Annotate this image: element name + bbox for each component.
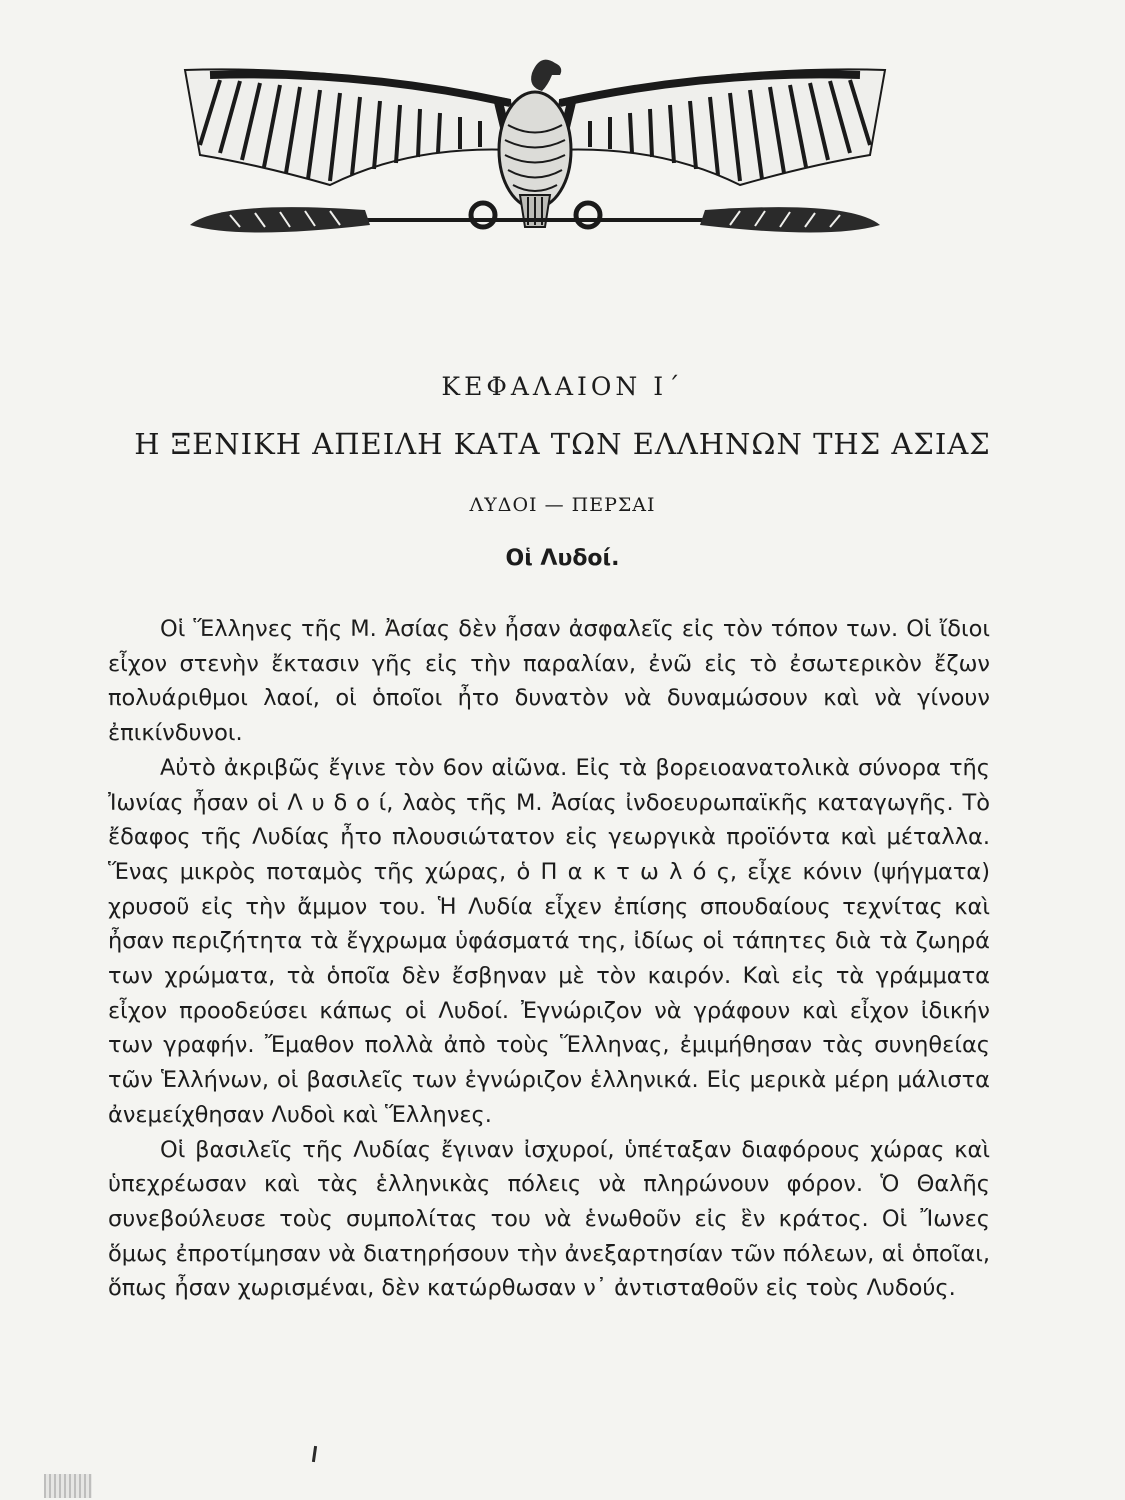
chapter-label: ΚΕΦΑΛΑΙΟΝ Ι΄ xyxy=(441,372,684,401)
chapter-subtitle: ΛΥΔΟΙ — ΠΕΡΣΑΙ xyxy=(469,494,656,516)
ink-mark xyxy=(312,1446,317,1462)
scan-edge xyxy=(44,1474,92,1498)
chapter-title: Η ΞΕΝΙΚΗ ΑΠΕΙΛΗ ΚΑΤΑ ΤΩΝ ΕΛΛΗΝΩΝ ΤΗΣ ΑΣΙΑΣ xyxy=(134,427,991,461)
paragraph: Οἱ βασιλεῖς τῆς Λυδίας ἔγιναν ἰσχυροί, ὑπέταξαν διαφόρους χώρας καὶ ὑπεχρέωσαν καὶ τὰς ἑλληνικὰς πόλεις νὰ πληρώνουν φόρον. Ὁ Θαλῆς συνεβούλευσε τοὺς συμπολίτας του νὰ ἑνωθοῦν εἰς ἓν κράτος. Οἱ Ἴωνες ὅμως ἐπροτίμησαν νὰ διατηρήσουν τὴν ἀνεξαρτησίαν τῶν πόλεων, αἱ ὁποῖαι, ὅπως ἦσαν χωρισμέναι, δὲν κατώρθωσαν ν᾽ ἀντισταθοῦν εἰς τοὺς Λυδούς. xyxy=(108,1136,990,1302)
paragraph: Αὐτὸ ἀκριβῶς ἔγινε τὸν 6ον αἰῶνα. Εἰς τὰ βορειοανατολικὰ σύνορα τῆς Ἰωνίας ἦσαν οἱ Λ υ δ ο ί, λαὸς τῆς Μ. Ἀσίας ἰνδοευρωπαϊκῆς καταγωγῆς. Τὸ ἔδαφος τῆς Λυδίας ἦτο πλουσιώτατον εἰς γεωργικὰ προϊόντα καὶ μέταλλα. Ἕνας μικρὸς ποταμὸς τῆς χώρας, ὁ Π α κ τ ω λ ό ς, εἶχε κόνιν (ψήγματα) χρυσοῦ εἰς τὴν ἄμμον του. Ἡ Λυδία εἶχεν ἐπίσης σπουδαίους τεχνίτας καὶ ἦσαν περιζήτητα τὰ ἔγχρωμα ὑφάσματά της, ἰδίως οἱ τάπητες διὰ τὰ ζωηρά των χρώματα, τὰ ὁποῖα δὲν ἔσβηναν μὲ τὸν καιρόν. Καὶ εἰς τὰ γράμματα εἶχον προοδεύσει κάπως οἱ Λυδοί. Ἐγνώριζον νὰ γράφουν καὶ εἶχον ἰδικήν των γραφήν. Ἔμαθον πολλὰ ἀπὸ τοὺς Ἕλληνας, ἐμιμήθησαν τὰς συνηθείας τῶν Ἑλλήνων, οἱ βασιλεῖς των ἐγνώριζον ἑλληνικά. Εἰς μερικὰ μέρη μάλιστα ἀνεμείχθησαν Λυδοὶ καὶ Ἕλληνες. xyxy=(108,754,990,1128)
body-text xyxy=(108,612,990,1306)
section-heading: Οἱ Λυδοί. xyxy=(505,546,620,571)
paragraph: Οἱ Ἕλληνες τῆς Μ. Ἀσίας δὲν ἦσαν ἀσφαλεῖς εἰς τὸν τόπον των. Οἱ ἴδιοι εἶχον στενὴν ἔκτασιν γῆς εἰς τὴν παραλίαν, ἐνῶ εἰς τὸ ἐσωτερικὸν ἔζων πολυάριθμοι λαοί, οἱ ὁποῖοι ἦτο δυνατὸν νὰ δυναμώσουν καὶ νὰ γίνουν ἐπικίνδυνοι. xyxy=(108,616,990,747)
winged-vulture-icon xyxy=(180,45,890,245)
